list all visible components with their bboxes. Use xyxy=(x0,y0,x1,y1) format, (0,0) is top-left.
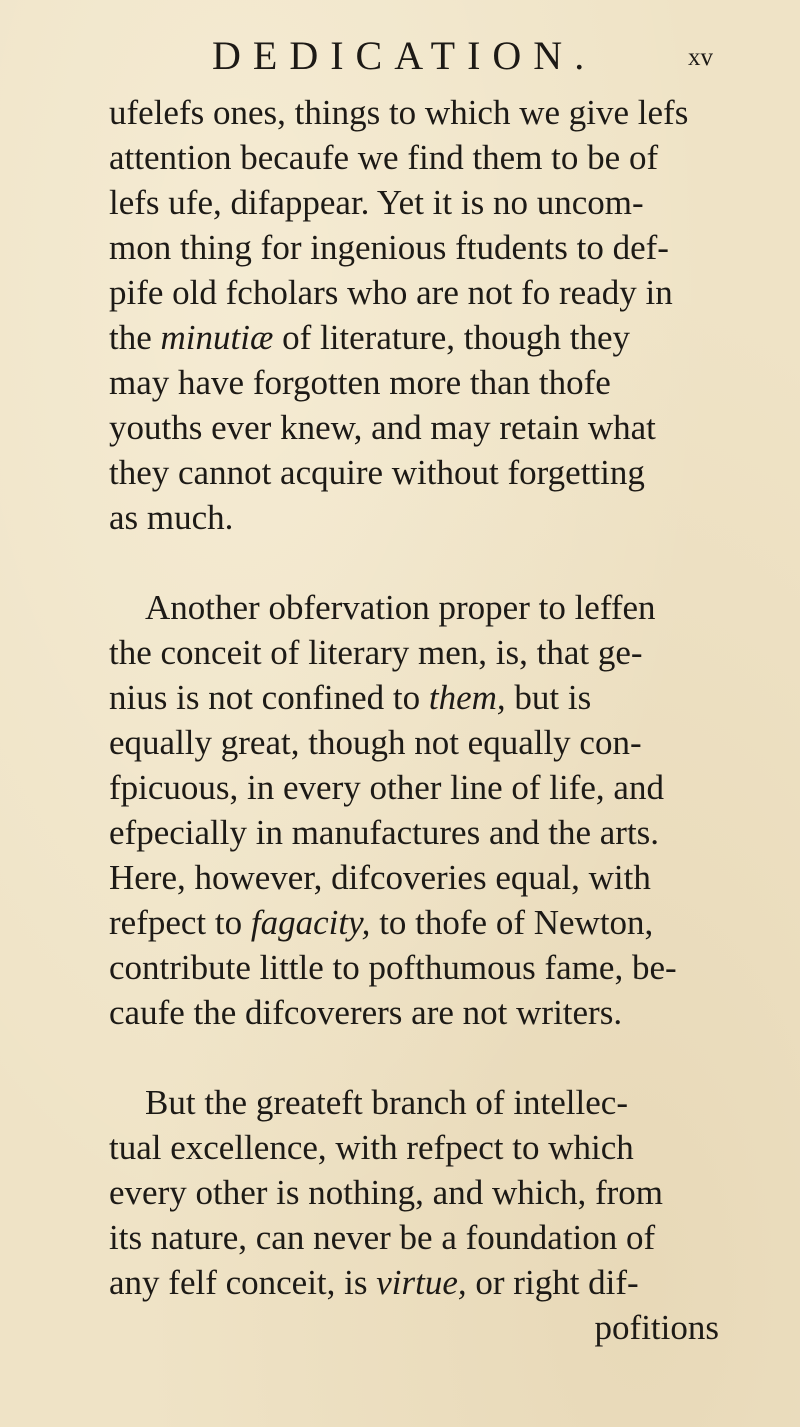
text-line: tual excellence, with refpect to which xyxy=(109,1128,634,1167)
text-line: contribute little to pofthumous fame, be- xyxy=(109,948,677,987)
page-header xyxy=(0,28,800,78)
text-line: equally great, though not equally con- xyxy=(109,723,642,762)
text-line: caufe the difcoverers are not writers. xyxy=(109,993,623,1032)
text-line: its nature, can never be a foundation of xyxy=(109,1218,656,1257)
catchword: pofitions xyxy=(594,1308,719,1347)
text-line: they cannot acquire without forgetting xyxy=(109,453,645,492)
text-line: Here, however, difcoveries equal, with xyxy=(109,858,651,897)
text-line: mon thing for ingenious ftudents to def- xyxy=(109,228,669,267)
text-line xyxy=(109,1080,749,1125)
text-line: may have forgotten more than thofe xyxy=(109,363,611,402)
text-line: every other is nothing, and which, from xyxy=(109,1173,664,1212)
text-line-content: Another obfervation proper to leffen xyxy=(145,588,656,627)
text-line: efpecially in manufactures and the arts. xyxy=(109,813,660,852)
text-line: any felf conceit, is virtue, or right dif- xyxy=(109,1263,639,1302)
text-line: youths ever knew, and may retain what xyxy=(109,408,656,447)
text-line: fpicuous, in every other line of life, and xyxy=(109,768,664,807)
text-line: ufelefs ones, things to which we give lefs xyxy=(109,93,689,132)
text-line xyxy=(109,585,749,630)
text-line: pife old fcholars who are not fo ready in xyxy=(109,273,673,312)
text-line: refpect to fagacity, to thofe of Newton, xyxy=(109,903,654,942)
text-line: the conceit of literary men, is, that ge- xyxy=(109,633,643,672)
text-line: nius is not confined to them, but is xyxy=(109,678,592,717)
text-line: attention becaufe we find them to be of xyxy=(109,138,659,177)
paragraph-break xyxy=(109,540,749,585)
page-number: xv xyxy=(688,44,713,71)
body-text xyxy=(109,90,749,1350)
text-line: the minutiæ of literature, though they xyxy=(109,318,631,357)
text-line-content: But the greateft branch of intellec- xyxy=(145,1083,628,1122)
running-head: DEDICATION. xyxy=(212,33,597,78)
paragraph-break xyxy=(109,1035,749,1080)
text-line: lefs ufe, difappear. Yet it is no uncom- xyxy=(109,183,644,222)
text-line: as much. xyxy=(109,498,234,537)
